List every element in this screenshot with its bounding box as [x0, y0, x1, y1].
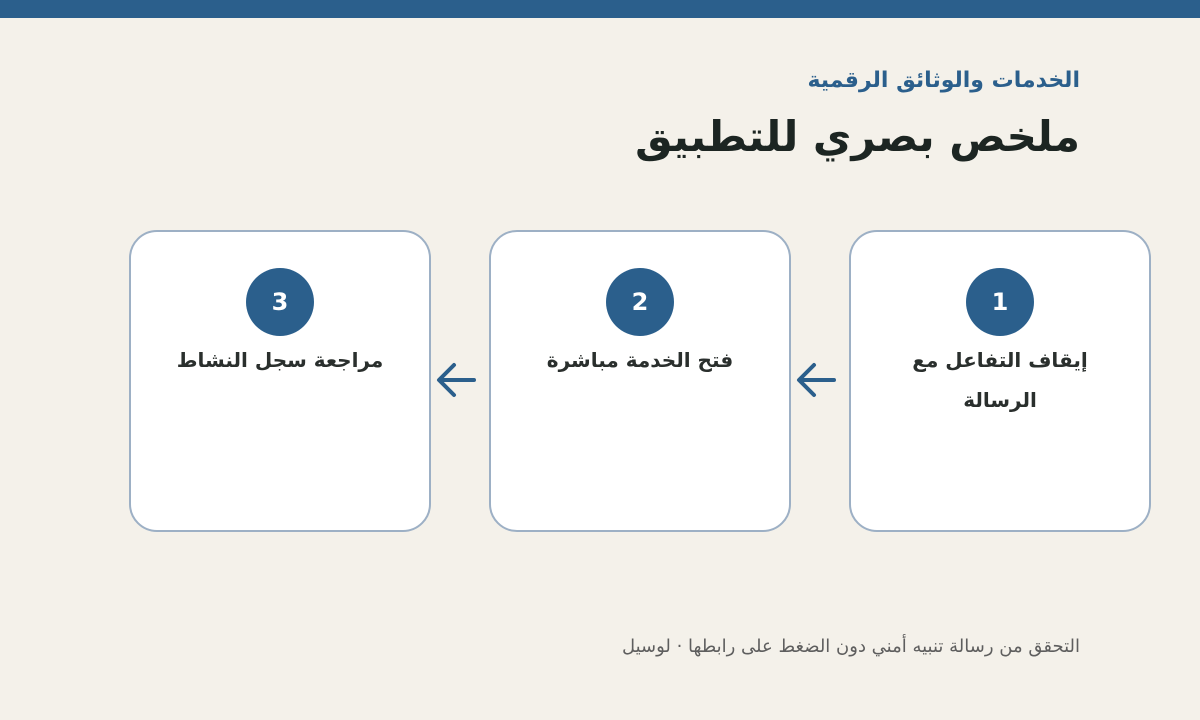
- step-number-badge-1: 1: [966, 268, 1034, 336]
- step-card-3: [129, 230, 431, 532]
- arrow-left-icon: [794, 360, 838, 400]
- step-card-1: [849, 230, 1151, 532]
- step-number-badge-2: 2: [606, 268, 674, 336]
- top-accent-bar: [0, 0, 1200, 18]
- section-eyebrow: الخدمات والوثائق الرقمية: [807, 68, 1080, 93]
- step-number-badge-3: 3: [246, 268, 314, 336]
- step-card-2: [489, 230, 791, 532]
- footer-caption: التحقق من رسالة تنبيه أمني دون الضغط على رابطها · لوسيل: [621, 636, 1080, 657]
- step-label-1: إيقاف التفاعل مع الرسالة: [912, 348, 1088, 412]
- page-title: ملخص بصري للتطبيق: [635, 112, 1080, 161]
- process-steps: [0, 230, 1200, 530]
- step-label-2: فتح الخدمة مباشرة: [546, 348, 734, 372]
- arrow-left-icon: [434, 360, 478, 400]
- step-label-3: مراجعة سجل النشاط: [176, 348, 384, 372]
